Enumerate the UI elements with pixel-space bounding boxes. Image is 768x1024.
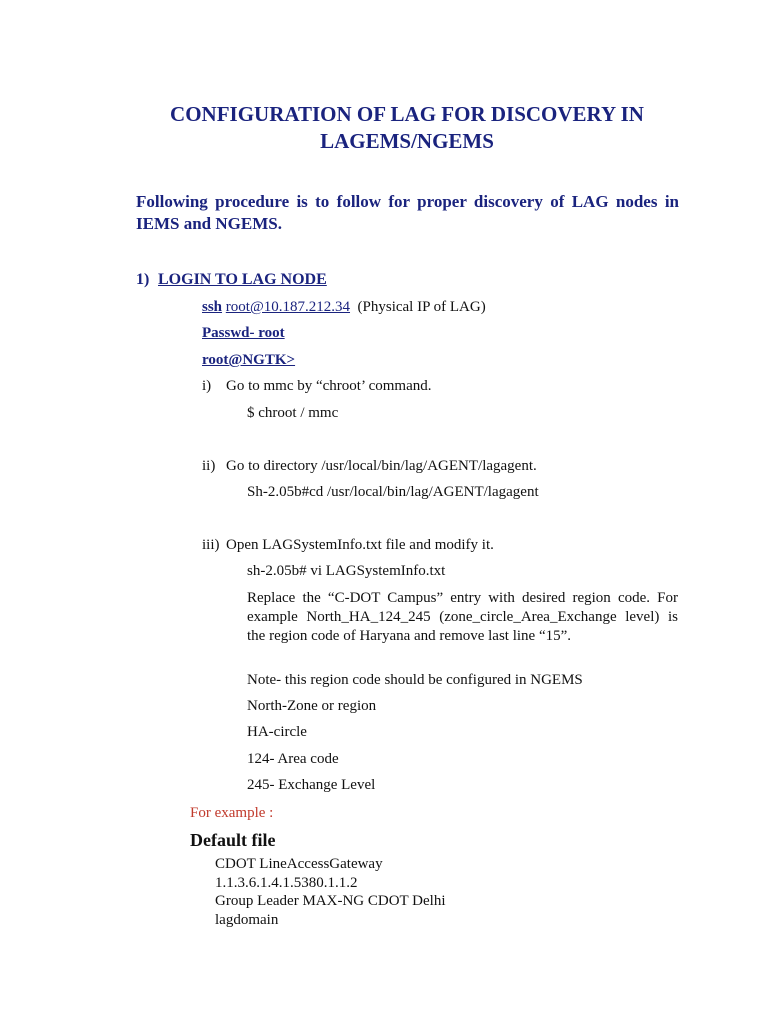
page-title: CONFIGURATION OF LAG FOR DISCOVERY IN LAGEMS/NGEMS bbox=[170, 102, 644, 153]
sub-step-i-text: Go to mmc by “chroot’ command. bbox=[226, 378, 432, 394]
default-file-line: CDOT LineAccessGateway bbox=[215, 856, 383, 872]
sub-step-ii-text: Go to directory /usr/local/bin/lag/AGENT/lagagent. bbox=[226, 458, 537, 474]
area-code-line: 124- Area code bbox=[247, 751, 339, 767]
default-file-line: 1.1.3.6.1.4.1.5380.1.1.2 bbox=[215, 875, 358, 891]
ssh-command: ssh bbox=[202, 299, 223, 315]
zone-line: North-Zone or region bbox=[247, 698, 377, 714]
step-1-number: 1) bbox=[136, 271, 150, 288]
ssh-target-link[interactable]: root@10.187.212.34 bbox=[225, 299, 351, 315]
ssh-line bbox=[202, 299, 486, 316]
default-file-line: lagdomain bbox=[215, 912, 279, 928]
replace-instructions: Replace the “C-DOT Campus” entry with desired region code. For example North_HA_124_245 (zone_circle_Area_Exchange level) is the region code of Haryana and remove last line “15”. bbox=[247, 590, 678, 644]
root-prompt: root@NGTK> bbox=[202, 352, 296, 368]
password-line: Passwd- root bbox=[202, 325, 285, 341]
sub-step-iii-text: Open LAGSystemInfo.txt file and modify it. bbox=[226, 537, 494, 553]
sub-step-iii-label: iii) bbox=[202, 537, 220, 553]
intro-paragraph: Following procedure is to follow for proper discovery of LAG nodes in IEMS and NGEMS. bbox=[136, 192, 679, 233]
sub-step-i-command: $ chroot / mmc bbox=[247, 405, 339, 421]
region-note: Note- this region code should be configured in NGEMS bbox=[247, 672, 583, 688]
sub-step-ii-command: Sh-2.05b#cd /usr/local/bin/lag/AGENT/lagagent bbox=[247, 484, 539, 500]
exchange-level-line: 245- Exchange Level bbox=[247, 777, 376, 793]
step-1-heading: LOGIN TO LAG NODE bbox=[158, 271, 327, 288]
for-example-label: For example : bbox=[190, 805, 274, 821]
default-file-line: Group Leader MAX-NG CDOT Delhi bbox=[215, 893, 446, 909]
sub-step-i-label: i) bbox=[202, 378, 212, 394]
circle-line: HA-circle bbox=[247, 724, 307, 740]
ssh-note: (Physical IP of LAG) bbox=[357, 299, 486, 315]
sub-step-iii-command: sh-2.05b# vi LAGSystemInfo.txt bbox=[247, 563, 446, 579]
default-file-heading: Default file bbox=[190, 830, 276, 850]
sub-step-ii-label: ii) bbox=[202, 458, 216, 474]
